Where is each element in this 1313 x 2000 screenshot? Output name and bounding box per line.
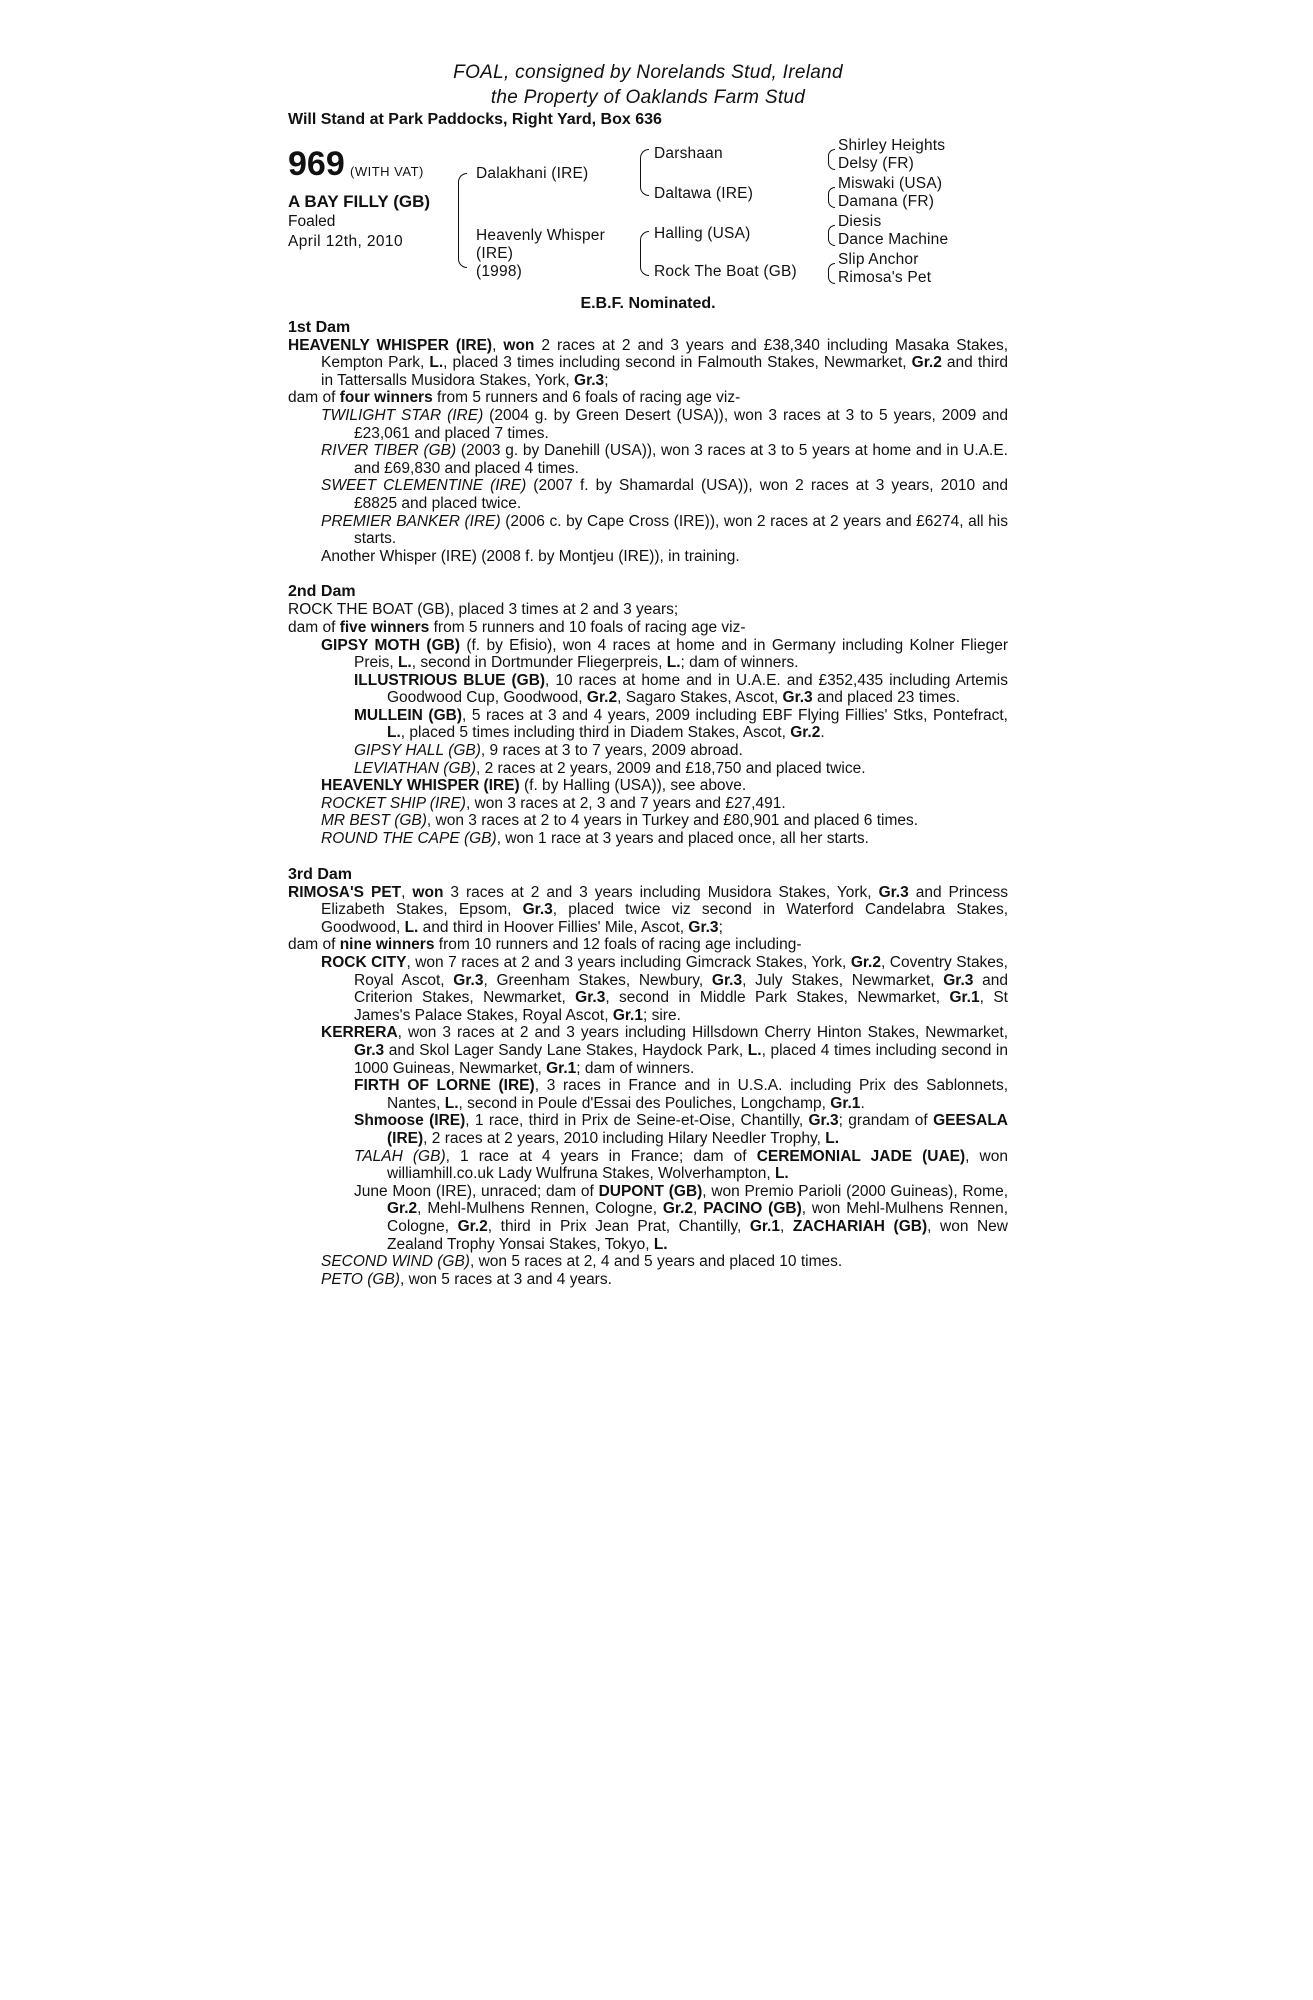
second-dam-record: ROCK THE BOAT (GB), placed 3 times at 2 and 3 years; <box>288 601 679 619</box>
vat-note: (WITH VAT) <box>350 164 424 179</box>
first-dam-heading: 1st Dam <box>288 318 351 336</box>
third-dam-record: RIMOSA'S PET, won 3 races at 2 and 3 years including Musidora Stakes, York, Gr.3 and Princess Elizabeth Stakes, Epsom, Gr.3, placed twice viz second in Waterford Candelabra Stakes, Goodwood, L. and third in Hoover Fillies' Mile, Ascot, Gr.3; <box>288 883 1009 936</box>
produce-entry: ILLUSTRIOUS BLUE (GB), 10 races at home and in U.A.E. and £352,435 including Artemis Goodwood Cup, Goodwood, Gr.2, Sagaro Stakes, Ascot, Gr.3 and placed 23 times. <box>354 671 1008 707</box>
foaled-date: April 12th, 2010 <box>288 233 403 250</box>
dam-name: Heavenly Whisper <box>476 227 605 244</box>
produce-entry: HEAVENLY WHISPER (IRE) (f. by Halling (USA)), see above. <box>321 777 747 795</box>
g3-dds: Slip Anchor <box>838 251 919 268</box>
produce-entry: SWEET CLEMENTINE (IRE) (2007 f. by Shamardal (USA)), won 2 races at 3 years, 2010 and £8825 and placed twice. <box>321 477 1008 512</box>
produce-entry: PREMIER BANKER (IRE) (2006 c. by Cape Cross (IRE)), won 2 races at 2 years and £6274, all his starts. <box>321 512 1008 548</box>
produce-entry: KERRERA, won 3 races at 2 and 3 years including Hillsdown Cherry Hinton Stakes, Newmarket, Gr.3 and Skol Lager Sandy Lane Stakes, Haydock Park, L., placed 4 times including second in 1000 Guineas, Newmarket, Gr.1; dam of winners. <box>321 1024 1008 1077</box>
g3-sss: Shirley Heights <box>838 137 946 154</box>
produce-entry: GIPSY MOTH (GB) (f. by Efisio), won 4 races at home and in Germany including Kolner Flieger Preis, L., second in Dortmunder Fliegerpreis, L.; dam of winners. <box>321 636 1008 672</box>
produce-entry: LEVIATHAN (GB), 2 races at 2 years, 2009 and £18,750 and placed twice. <box>354 759 866 777</box>
dam-country: (IRE) <box>476 245 514 262</box>
dam-year: (1998) <box>476 263 523 280</box>
produce-entry: FIRTH OF LORNE (IRE), 3 races in France and in U.S.A. including Prix des Sablonnets, Nantes, L., second in Poule d'Essai des Pouliches, Longchamp, Gr.1. <box>354 1077 1008 1112</box>
bracket-ss <box>640 149 649 170</box>
dam-sire: Halling (USA) <box>654 225 751 242</box>
bracket-dd <box>640 251 649 276</box>
sire-sire: Darshaan <box>654 145 723 162</box>
g3-dss: Diesis <box>838 213 882 230</box>
bracket-g3-4 <box>828 197 835 208</box>
foaled-label: Foaled <box>288 213 336 230</box>
produce-entry: June Moon (IRE), unraced; dam of DUPONT (GB), won Premio Parioli (2000 Guineas), Rome, Gr.2, Mehl-Mulhens Rennen, Cologne, Gr.2, PACINO (GB), won Mehl-Mulhens Rennen, Cologne, Gr.2, third in Prix Jean Prat, Chantilly, Gr.1, ZACHARIAH (GB), won New Zealand Trophy Yonsai Stakes, Tokyo, L. <box>354 1182 1008 1253</box>
pedigree-block <box>288 137 1008 291</box>
produce-entry: Another Whisper (IRE) (2008 f. by Montjeu (IRE)), in training. <box>321 547 740 565</box>
produce-entry: TWILIGHT STAR (IRE) (2004 g. by Green Desert (USA)), won 3 races at 3 to 5 years, 2009 and £23,061 and placed 7 times. <box>321 406 1008 442</box>
stabling-line: Will Stand at Park Paddocks, Right Yard, Box 636 <box>288 111 662 128</box>
produce-entry: PETO (GB), won 5 races at 3 and 4 years. <box>321 1270 612 1288</box>
g3-ssd: Delsy (FR) <box>838 155 915 172</box>
property-line: the Property of Oaklands Farm Stud <box>490 87 806 108</box>
horse-name: A BAY FILLY (GB) <box>288 192 431 211</box>
bracket-g3-2 <box>828 159 835 170</box>
second-dam-produce-summary: dam of five winners from 5 runners and 10 foals of racing age viz- <box>288 618 746 636</box>
catalogue-page <box>288 60 1008 1288</box>
bracket-ds <box>640 231 649 252</box>
g3-sdd: Damana (FR) <box>838 193 935 210</box>
bracket-sd <box>640 169 649 196</box>
ebf-nominated: E.B.F. Nominated. <box>580 295 716 312</box>
second-dam-heading: 2nd Dam <box>288 583 356 601</box>
third-dam-heading: 3rd Dam <box>288 865 353 883</box>
consignor-line: FOAL, consigned by Norelands Stud, Ireland <box>453 62 843 83</box>
g3-dsd: Dance Machine <box>838 231 949 248</box>
dam-dam: Rock The Boat (GB) <box>654 263 797 280</box>
produce-entry: ROCKET SHIP (IRE), won 3 races at 2, 3 and 7 years and £27,491. <box>321 794 786 812</box>
first-dam-produce-summary: dam of four winners from 5 runners and 6 foals of racing age viz- <box>288 389 741 407</box>
produce-entry: MULLEIN (GB), 5 races at 3 and 4 years, 2009 including EBF Flying Fillies' Stks, Pontefract, L., placed 5 times including third in Diadem Stakes, Ascot, Gr.2. <box>354 706 1008 742</box>
bracket-g3-8 <box>828 273 835 284</box>
bracket-dam <box>458 215 467 268</box>
bracket-g3-6 <box>828 235 835 246</box>
lot-number: 969 <box>288 145 345 183</box>
first-dam-record: HEAVENLY WHISPER (IRE), won 2 races at 2 and 3 years and £38,340 including Masaka Stakes, Kempton Park, L., placed 3 times including second in Falmouth Stakes, Newmarket, Gr.2 and third in Tattersalls Musidora Stakes, York, Gr.3; <box>288 336 1008 389</box>
produce-entry: ROCK CITY, won 7 races at 2 and 3 years including Gimcrack Stakes, York, Gr.2, Coventry Stakes, Royal Ascot, Gr.3, Greenham Stakes, Newbury, Gr.3, July Stakes, Newmarket, Gr.3 and Criterion Stakes, Newmarket, Gr.3, second in Middle Park Stakes, Newmarket, Gr.1, St James's Palace Stakes, Royal Ascot, Gr.1; sire. <box>321 954 1008 1024</box>
produce-entry: ROUND THE CAPE (GB), won 1 race at 3 years and placed once, all her starts. <box>321 830 869 848</box>
produce-entry: RIVER TIBER (GB) (2003 g. by Danehill (USA)), won 3 races at 3 to 5 years at home and in U.A.E. and £69,830 and placed 4 times. <box>321 442 1008 477</box>
produce-entry: SECOND WIND (GB), won 5 races at 2, 4 and 5 years and placed 10 times. <box>321 1253 843 1271</box>
produce-entry: TALAH (GB), 1 race at 4 years in France; dam of CEREMONIAL JADE (UAE), won williamhill.co.uk Lady Wulfruna Stakes, Wolverhampton, L. <box>354 1147 1008 1183</box>
sire-dam: Daltawa (IRE) <box>654 185 754 202</box>
g3-sds: Miswaki (USA) <box>838 175 943 192</box>
sire-name: Dalakhani (IRE) <box>476 165 589 182</box>
third-dam-produce-summary: dam of nine winners from 10 runners and 12 foals of racing age including- <box>288 936 802 954</box>
produce-entry: MR BEST (GB), won 3 races at 2 to 4 years in Turkey and £80,901 and placed 6 times. <box>321 812 919 830</box>
produce-entry: Shmoose (IRE), 1 race, third in Prix de Seine-et-Oise, Chantilly, Gr.3; grandam of GEESALA (IRE), 2 races at 2 years, 2010 including Hilary Needler Trophy, L. <box>354 1112 1009 1147</box>
produce-entry: GIPSY HALL (GB), 9 races at 3 to 7 years, 2009 abroad. <box>354 742 743 760</box>
bracket-sire <box>458 173 467 216</box>
g3-ddd: Rimosa's Pet <box>838 269 932 286</box>
